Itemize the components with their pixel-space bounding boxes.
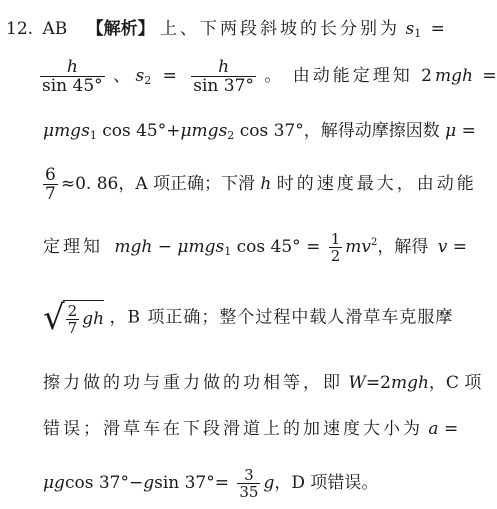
mu: μ bbox=[180, 121, 192, 141]
gh: gh bbox=[82, 309, 105, 329]
fraction-num-h: h bbox=[40, 58, 105, 77]
mu: μ bbox=[445, 121, 457, 141]
mgh: mgh bbox=[434, 66, 473, 86]
equals: = bbox=[443, 419, 459, 439]
s1: s bbox=[81, 121, 90, 141]
equals: = bbox=[452, 237, 468, 257]
sin37-eq: sin 37°= bbox=[154, 473, 229, 493]
h: h bbox=[260, 174, 272, 194]
line-7 bbox=[0, 373, 485, 393]
equals: = bbox=[306, 237, 321, 257]
work-text: 擦力做的功与重力做的功相等，即 bbox=[43, 373, 343, 393]
sqrt-expression: √ $\frac{2}{7}$ gh bbox=[43, 298, 105, 338]
approx-text: ≈0. 86，A 项正确；下滑 bbox=[60, 174, 256, 194]
cos37-minus: cos 37°− bbox=[64, 473, 144, 493]
eq-2: =2 bbox=[365, 373, 391, 393]
fraction-h-sin45 bbox=[40, 58, 105, 95]
g: g bbox=[263, 473, 275, 493]
fraction-3-35 bbox=[237, 467, 260, 500]
W: W bbox=[348, 373, 366, 393]
s2: s bbox=[218, 121, 228, 141]
fraction-num-h: h bbox=[191, 58, 256, 77]
line-9 bbox=[0, 467, 485, 500]
fraction-den-sin45: sin 45° bbox=[42, 76, 103, 96]
mgh: mgh bbox=[390, 373, 429, 393]
s2-sub: 2 bbox=[144, 74, 152, 87]
fraction-den-35: 35 bbox=[239, 483, 259, 501]
s1-sub: 1 bbox=[224, 245, 232, 258]
solve-text: ，解得动摩擦因数 bbox=[303, 121, 440, 141]
s2-symbol: s bbox=[135, 66, 145, 86]
sup-2: 2 bbox=[371, 237, 378, 248]
line-4 bbox=[0, 166, 485, 203]
fraction-num-1: 1 bbox=[330, 230, 341, 248]
intro-text: 上、下两段斜坡的长分别为 bbox=[160, 19, 401, 39]
answer: AB bbox=[42, 19, 68, 39]
theorem-text: 定理知 bbox=[43, 237, 103, 257]
equals: = bbox=[430, 19, 445, 39]
s1-sub: 1 bbox=[89, 129, 97, 142]
accel-text: 错误；滑草车在下段滑道上的加速度大小为 bbox=[43, 419, 423, 439]
dynamics-text: 由动能定理知 2 bbox=[292, 66, 435, 86]
question-number: 12. bbox=[6, 19, 34, 39]
v: v bbox=[437, 237, 448, 257]
mv: mv bbox=[345, 237, 371, 257]
a: a bbox=[428, 419, 439, 439]
line-2 bbox=[0, 57, 497, 96]
minus: − bbox=[157, 237, 173, 257]
equals: = bbox=[482, 66, 497, 86]
mgh: mgh bbox=[114, 237, 153, 257]
line6-tail: ，B 项正确；整个过程中载人滑草车克服摩 bbox=[109, 307, 454, 328]
line-1 bbox=[0, 19, 485, 44]
fraction-den-2: 2 bbox=[330, 247, 341, 265]
equals: = bbox=[162, 66, 177, 86]
s1-symbol: s bbox=[405, 19, 415, 39]
mg: mg bbox=[188, 237, 216, 257]
line7-tail: ，C 项 bbox=[428, 373, 482, 393]
mg: mg bbox=[54, 121, 82, 141]
mg: mg bbox=[191, 121, 219, 141]
fraction-2-7 bbox=[66, 303, 80, 336]
fraction-den-7: 7 bbox=[67, 319, 78, 337]
mu-g: μg bbox=[43, 473, 65, 493]
line-8 bbox=[0, 419, 485, 439]
separator: 、 bbox=[113, 66, 131, 86]
mu: μ bbox=[43, 121, 55, 141]
s2-sub: 2 bbox=[227, 129, 235, 142]
cos37: cos 37° bbox=[239, 121, 304, 141]
fraction-den-7: 7 bbox=[45, 184, 56, 204]
line-6 bbox=[0, 298, 485, 338]
mu: μ bbox=[177, 237, 189, 257]
s1: s bbox=[215, 237, 225, 257]
fraction-num-2: 2 bbox=[67, 302, 78, 320]
line-3 bbox=[0, 121, 485, 146]
analysis-tag: 【解析】 bbox=[86, 19, 155, 39]
fraction-num-3: 3 bbox=[237, 467, 260, 484]
fraction-6-7 bbox=[43, 166, 58, 203]
line4-tail: 时的速度最大，由动能 bbox=[276, 174, 477, 194]
line9-tail: ，D 项错误。 bbox=[274, 473, 379, 493]
fraction-h-sin37 bbox=[191, 58, 256, 95]
fraction-den-sin37: sin 37° bbox=[193, 76, 254, 96]
line-5 bbox=[0, 231, 485, 264]
cos45: cos 45° bbox=[236, 237, 301, 257]
fraction-1-2 bbox=[329, 231, 343, 264]
plus: + bbox=[166, 121, 181, 141]
equals: = bbox=[461, 121, 476, 141]
cos45: cos 45° bbox=[102, 121, 167, 141]
s1-sub: 1 bbox=[414, 27, 422, 40]
solve-text-2: ，解得 bbox=[377, 237, 429, 257]
fraction-num-6: 6 bbox=[45, 165, 56, 185]
period: 。 bbox=[264, 66, 282, 86]
g: g bbox=[143, 473, 155, 493]
